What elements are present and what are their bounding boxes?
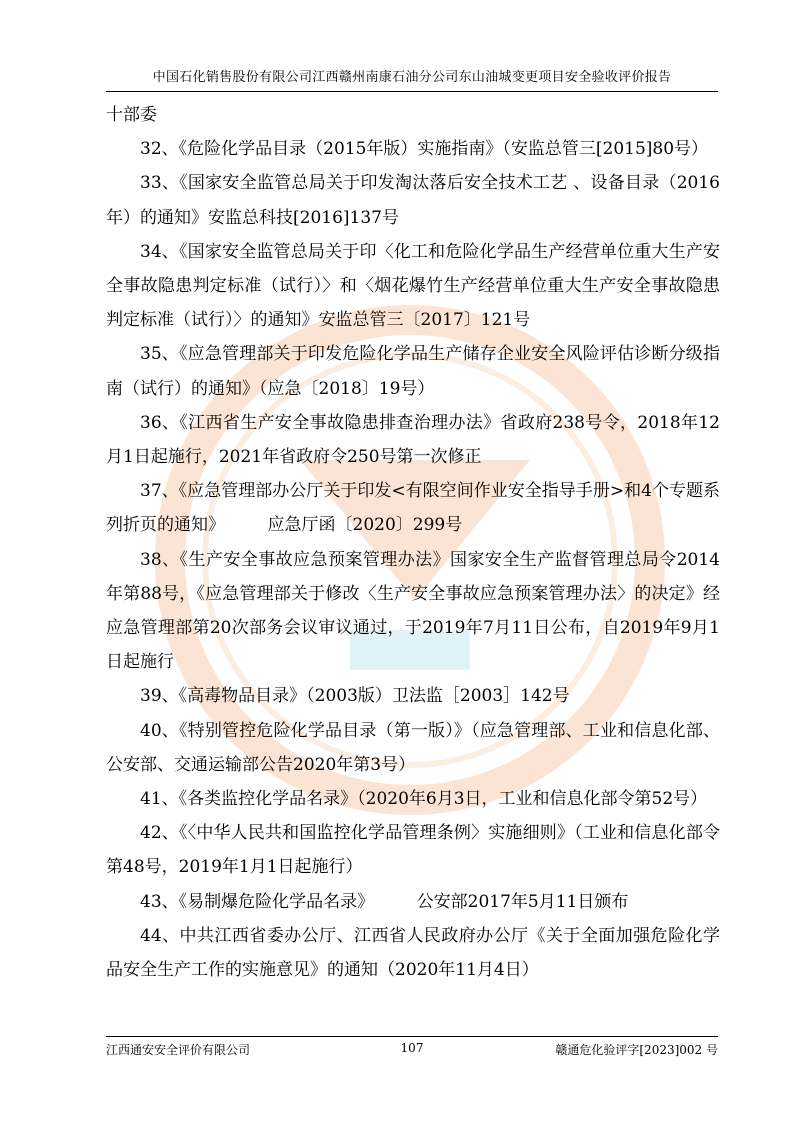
list-item: 34、《国家安全监管总局关于印〈化工和危险化学品生产经营单位重大生产安全事故隐患判定标准（试行）〉和〈烟花爆竹生产经营单位重大生产安全事故隐患判定标准（试行）〉的通知》安监总管三〔2017〕121号 xyxy=(106,241,720,331)
list-item: 39、《高毒物品目录》（2003版）卫法监［2003］142号 xyxy=(140,686,570,707)
document-body xyxy=(106,98,720,987)
list-item: 32、《危险化学品目录（2015年版）实施指南》（安监总管三[2015]80号） xyxy=(140,139,709,160)
list-item: 43、《易制爆危险化学品名录》 公安部2017年5月11日颁布 xyxy=(140,891,629,912)
footer-company: 江西通安安全评价有限公司 xyxy=(106,1043,251,1057)
list-item: 42、《〈中华人民共和国监控化学品管理条例〉实施细则》（工业和信息化部令第48号，2019年1月1日起施行） xyxy=(106,823,720,878)
list-item: 33、《国家安全监管总局关于印发淘汰落后安全技术工艺 、设备目录（2016年）的通知》安监总科技[2016]137号 xyxy=(106,173,720,228)
page-header xyxy=(106,66,718,92)
document-number: 赣通危化验评字[2023]002 号 xyxy=(555,1043,718,1057)
page-number: 107 xyxy=(400,1041,424,1055)
list-item: 37、《应急管理部办公厅关于印发<有限空间作业安全指导手册>和4个专题系列折页的通知》 应急厅函〔2020〕299号 xyxy=(106,481,720,536)
page-footer xyxy=(106,1036,718,1058)
list-item: 36、《江西省生产安全事故隐患排查治理办法》省政府238号令，2018年12月1日起施行，2021年省政府令250号第一次修正 xyxy=(106,412,720,468)
list-item: 十部委 xyxy=(106,105,157,125)
list-item: 35、《应急管理部关于印发危险化学品生产储存企业安全风险评估诊断分级指南（试行）的通知》（应急〔2018〕19号） xyxy=(106,344,720,399)
report-title: 中国石化销售股份有限公司江西赣州南康石油分公司东山油城变更项目安全验收评价报告 xyxy=(152,70,672,85)
list-item: 44、中共江西省委办公厅、江西省人民政府办公厅《关于全面加强危险化学品安全生产工作的实施意见》的通知（2020年11月4日） xyxy=(106,925,720,981)
list-item: 41、《各类监控化学品名录》（2020年6月3日，工业和信息化部令第52号） xyxy=(140,789,708,810)
list-item: 40、《特别管控危险化学品目录（第一版）》（应急管理部、工业和信息化部、公安部、交通运输部公告2020年第3号） xyxy=(106,720,720,775)
list-item: 38、《生产安全事故应急预案管理办法》国家安全生产监督管理总局令2014年第88号，《应急管理部关于修改〈生产安全事故应急预案管理办法〉的决定》经应急管理部第20次部务会议审议通过，于2019年7月11日公布，自2019年9月1日起施行 xyxy=(106,549,720,673)
